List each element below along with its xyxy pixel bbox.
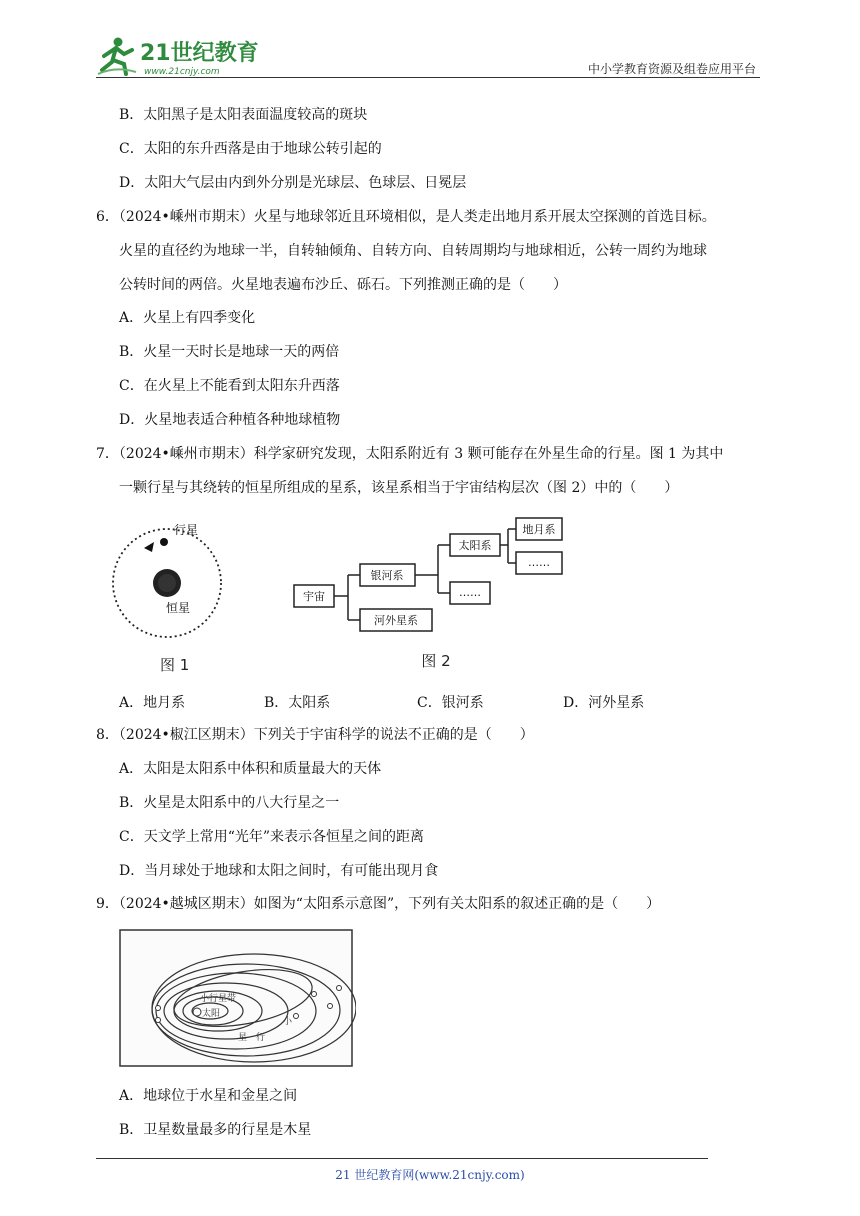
figure-1-star-system [110, 512, 230, 677]
extragalactic-label: 河外星系 [374, 614, 418, 627]
figure-1-caption: 图 1 [160, 656, 190, 674]
runner-logo-icon [98, 38, 136, 75]
q8-option-b: B．火星是太阳系中的八大行星之一 [119, 795, 340, 811]
logo-url: www.21cnjy.com [144, 67, 220, 77]
q6-stem-line-1: 6．（2024•嵊州市期末）火星与地球邻近且环境相似，是人类走出地月系开展太空探测的首选目标。 [96, 209, 716, 225]
q8-option-c: C．天文学上常用“光年”来表示各恒星之间的距离 [119, 829, 425, 845]
solar-system-diagram [118, 928, 356, 1070]
milky-way-label: 银河系 [370, 569, 404, 582]
solar-system-label: 太阳系 [458, 539, 492, 552]
q7-stem-line-2: 一颗行星与其绕转的恒星所组成的星系，该星系相当于宇宙结构层次（图 2）中的（ ） [119, 480, 679, 496]
q6-stem-line-3: 公转时间的两倍。火星地表遍布沙丘、砾石。下列推测正确的是（ ） [119, 277, 567, 293]
q9-option-a: A．地球位于水星和金星之间 [119, 1088, 298, 1104]
figure-2-hierarchy [290, 514, 570, 674]
q9-option-b: B．卫星数量最多的行星是木星 [119, 1122, 312, 1138]
planet-label: 行星 [174, 523, 199, 537]
planet-dot [160, 538, 168, 546]
q5-option-d: D．太阳大气层由内到外分别是光球层、色球层、日冕层 [119, 175, 467, 191]
earth-moon-label: 地月系 [522, 523, 556, 536]
q5-option-c: C．太阳的东升西落是由于地球公转引起的 [119, 141, 382, 157]
q7-stem-line-1: 7．（2024•嵊州市期末）科学家研究发现，太阳系附近有 3 颗可能存在外星生命的行星。图 1 为其中 [96, 446, 724, 462]
universe-label: 宇宙 [303, 590, 325, 603]
q6-option-b: B．火星一天时长是地球一天的两倍 [119, 344, 340, 360]
q7-option-b: B．太阳系 [264, 695, 331, 711]
q6-option-c: C．在火星上不能看到太阳东升西落 [119, 378, 340, 394]
star-label: 恒星 [166, 601, 191, 615]
figure-2-caption: 图 2 [421, 652, 451, 670]
q9-stem: 9．（2024•越城区期末）如图为“太阳系示意图”，下列有关太阳系的叙述正确的是（ ） [96, 896, 661, 912]
q8-option-d: D．当月球处于地球和太阳之间时，有可能出现月食 [119, 863, 439, 879]
orbit-arrow-icon [144, 542, 154, 552]
logo-text: 21世纪教育 [140, 41, 259, 66]
platform-name: 中小学教育资源及组卷应用平台 [587, 62, 756, 76]
header-divider [96, 77, 760, 78]
q8-option-a: A．太阳是太阳系中体积和质量最大的天体 [119, 761, 382, 777]
q5-option-b: B．太阳黑子是太阳表面温度较高的斑块 [119, 107, 368, 123]
page-header [96, 30, 760, 80]
q7-option-a: A．地月系 [119, 695, 186, 711]
q6-stem-line-2: 火星的直径约为地球一半，自转轴倾角、自转方向、自转周期均与地球相近，公转一周约为地球 [119, 243, 707, 259]
q7-option-c: C．银河系 [417, 695, 484, 711]
q7-option-d: D．河外星系 [563, 695, 645, 711]
footer-divider [96, 1158, 708, 1159]
q6-option-d: D．火星地表适合种植各种地球植物 [119, 412, 341, 428]
dots-2-label: …… [528, 556, 550, 569]
sun-dot [193, 1008, 201, 1016]
row-label: 行 [256, 1033, 266, 1043]
site-logo [96, 34, 276, 78]
footer-text: 21 世纪教育网(www.21cnjy.com) [335, 1168, 525, 1182]
star-label-2: 星 [238, 1033, 248, 1043]
asteroid-belt-label: 小行星带 [200, 994, 237, 1004]
q8-stem: 8．（2024•椒江区期末）下列关于宇宙科学的说法不正确的是（ ） [96, 727, 534, 743]
sun-label: 太阳 [202, 1009, 221, 1019]
dots-1-label: …… [459, 586, 481, 599]
q6-option-a: A．火星上有四季变化 [119, 310, 256, 326]
small-label: 小 [283, 1017, 293, 1027]
